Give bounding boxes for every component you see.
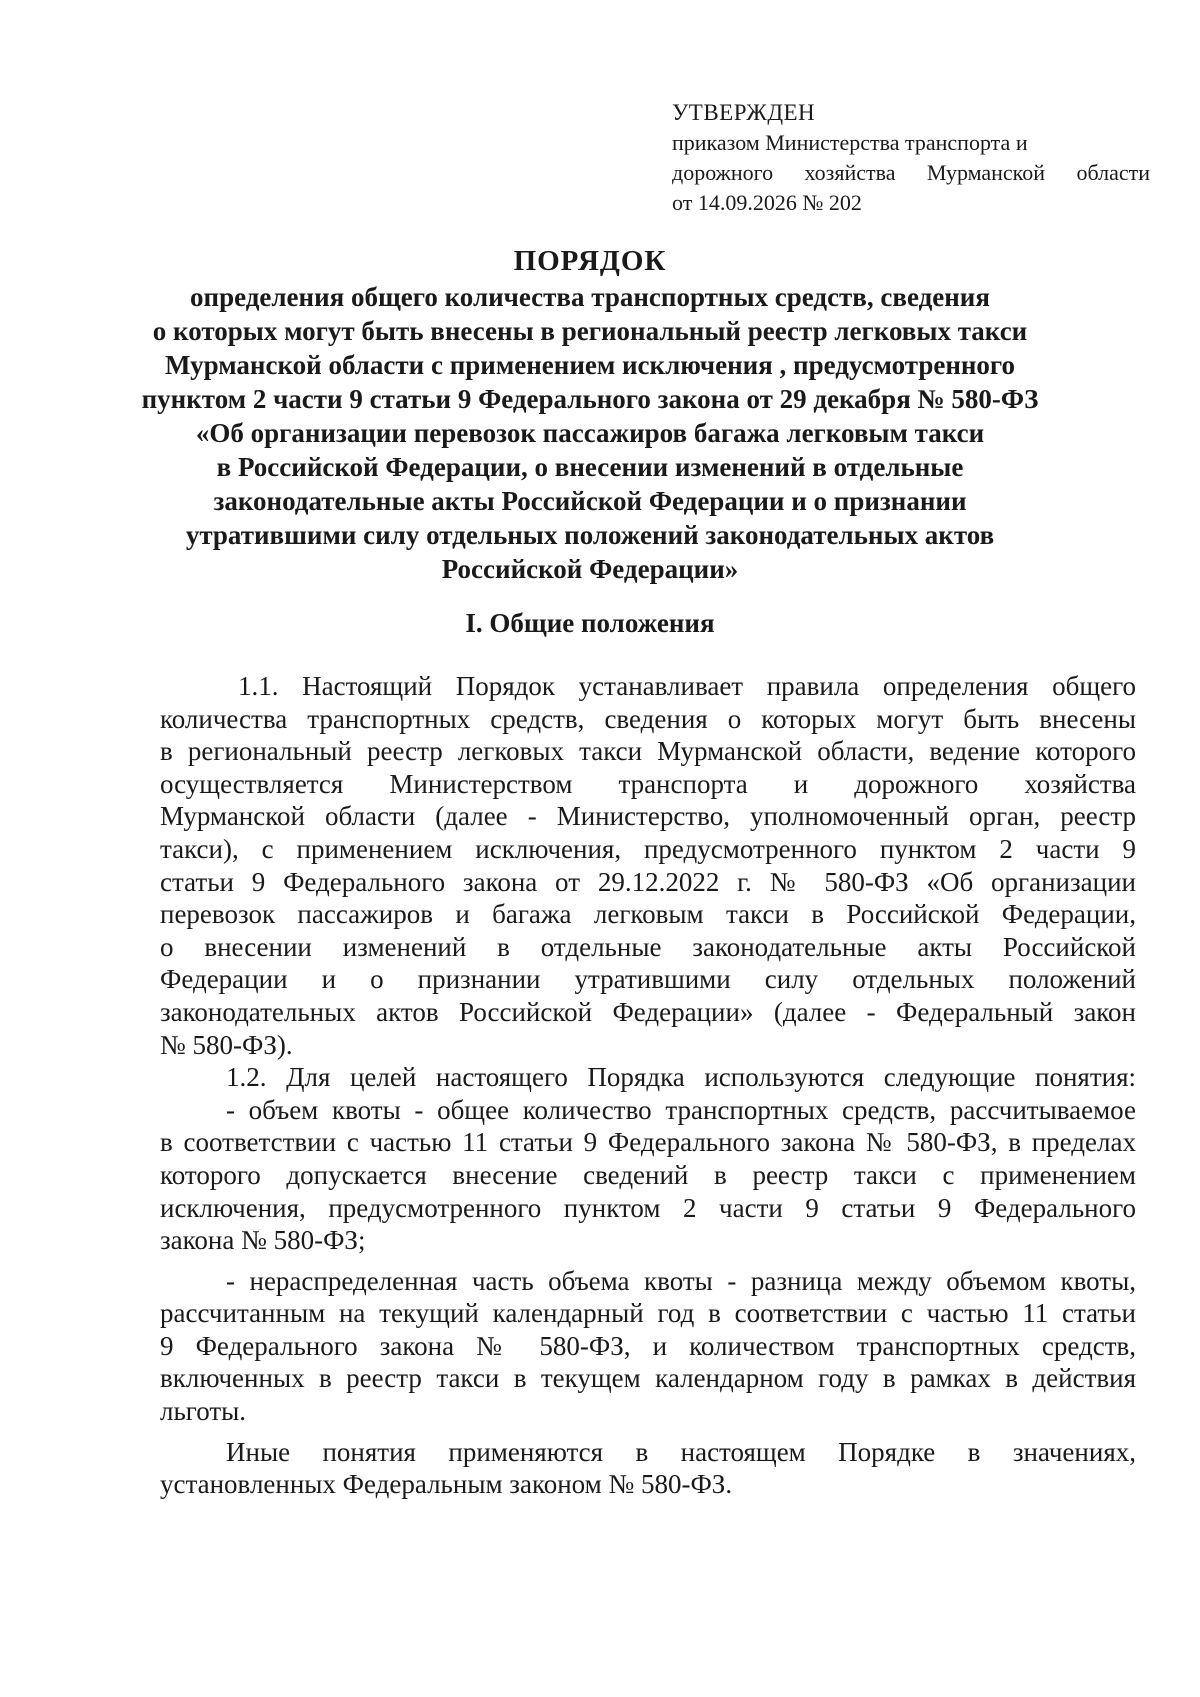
text-line: 9 Федерального закона № 580-ФЗ, и количеством транспортных средств,: [160, 1330, 1136, 1361]
text-line: рассчитанным на текущий календарный год в соответствии с частью 11 статьи: [160, 1298, 1136, 1329]
approval-heading: УТВЕРЖДЕН: [672, 100, 816, 125]
document-title: [90, 244, 1090, 586]
text-line: в соответствии с частью 11 статьи 9 Федерального закона № 580-ФЗ, в пределах: [160, 1127, 1136, 1158]
text-line: перевозок пассажиров и багажа легковым такси в Российской Федерации,: [160, 899, 1136, 930]
title-line: Российской Федерации»: [441, 554, 739, 584]
approval-line: от 14.09.2026 № 202: [672, 190, 862, 215]
text-line: осуществляется Министерством транспорта и дорожного хозяйства: [160, 768, 1136, 799]
definition-unallocated-quota: [160, 1265, 1136, 1428]
title-main: ПОРЯДОК: [513, 245, 667, 277]
text-line: Мурманской области (далее - Министерство, уполномоченный орган, реестр: [160, 801, 1136, 832]
text-line: исключения, предусмотренного пунктом 2 части 9 статьи 9 Федерального: [160, 1192, 1136, 1223]
section-heading: I. Общие положения: [465, 608, 715, 638]
approval-line: дорожного хозяйства Мурманской области: [672, 160, 1150, 185]
paragraph-other-terms: [160, 1436, 1136, 1501]
text-line: - объем квоты - общее количество транспортных средств, рассчитываемое: [226, 1094, 1136, 1125]
text-line: льготы.: [160, 1396, 247, 1427]
title-line: «Об организации перевозок пассажиров багажа легковым такси: [195, 418, 985, 448]
text-line: установленных Федеральным законом № 580-ФЗ.: [160, 1469, 733, 1500]
title-line: законодательные акты Российской Федерации и о признании: [213, 486, 967, 516]
paragraph-1-2: [160, 1061, 1136, 1094]
title-line: утратившими силу отдельных положений законодательных актов: [185, 520, 995, 550]
text-line: о внесении изменений в отдельные законодательные акты Российской: [160, 931, 1136, 962]
definition-quota: [160, 1094, 1136, 1257]
text-line: которого допускается внесение сведений в реестр такси с применением: [160, 1159, 1136, 1190]
title-line: в Российской Федерации, о внесении изменений в отдельные: [216, 452, 964, 482]
approval-line: приказом Министерства транспорта и: [672, 130, 1028, 155]
spacer: [160, 1257, 1136, 1265]
text-line: законодательных актов Российской Федерации» (далее - Федеральный закон: [160, 996, 1136, 1027]
text-line: такси), с применением исключения, предусмотренного пунктом 2 части 9: [160, 833, 1136, 864]
text-line: 1.1. Настоящий Порядок устанавливает правила определения общего: [238, 671, 1136, 701]
spacer: [160, 1428, 1136, 1436]
title-line: Мурманской области с применением исключения , предусмотренного: [164, 350, 1016, 380]
text-line: Иные понятия применяются в настоящем Порядке в значениях,: [226, 1436, 1136, 1467]
title-line: определения общего количества транспортных средств, сведения: [190, 282, 990, 312]
text-line: - нераспределенная часть объема квоты - разница между объемом квоты,: [226, 1265, 1136, 1296]
text-line: Федерации и о признании утратившими силу отдельных положений: [160, 964, 1136, 995]
approval-block: [672, 98, 1152, 218]
text-line: количества транспортных средств, сведения о которых могут быть внесены: [160, 703, 1136, 734]
text-line: закона № 580-ФЗ;: [160, 1225, 366, 1256]
title-line: о которых могут быть внесены в региональный реестр легковых такси: [152, 316, 1028, 346]
title-line: пунктом 2 части 9 статьи 9 Федерального закона от 29 декабря № 580-ФЗ: [141, 384, 1039, 414]
paragraph-1-1: [160, 670, 1136, 1061]
text-line: в региональный реестр легковых такси Мурманской области, ведение которого: [160, 736, 1136, 767]
text-line: 1.2. Для целей настоящего Порядка используются следующие понятия:: [226, 1062, 1136, 1093]
text-line: № 580-ФЗ).: [160, 1029, 293, 1060]
text-line: включенных в реестр такси в текущем календарном году в рамках в действия: [160, 1363, 1136, 1394]
document-body: [160, 670, 1136, 1501]
text-line: статьи 9 Федерального закона от 29.12.2022 г. № 580-ФЗ «Об организации: [160, 866, 1136, 897]
